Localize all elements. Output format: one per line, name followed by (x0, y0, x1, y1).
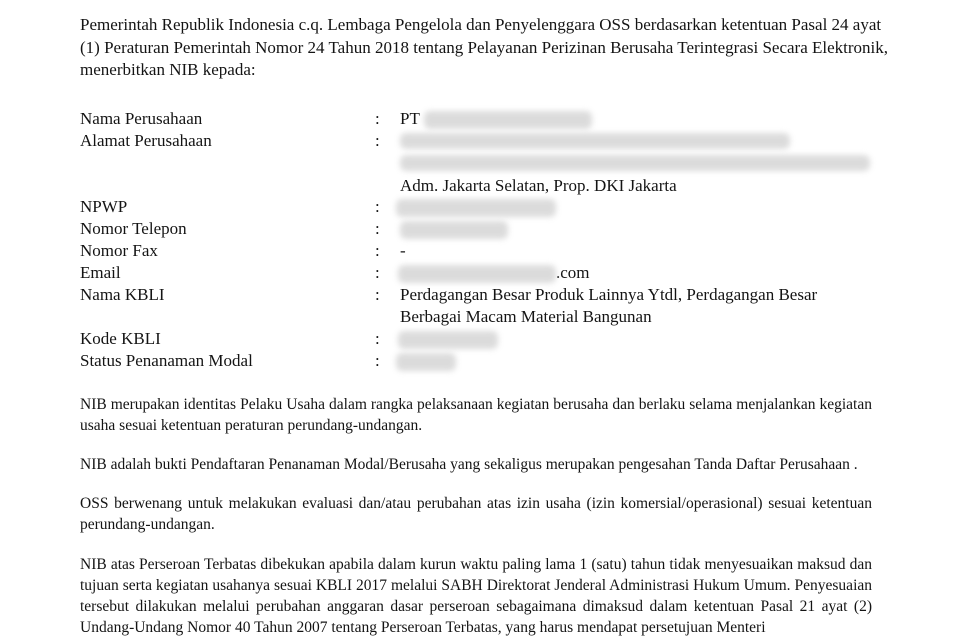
redacted-kbli-code (398, 331, 498, 349)
field-colon: : (375, 351, 380, 370)
field-value: - (400, 241, 406, 260)
paragraph-nib-identity: NIB merupakan identitas Pelaku Usaha dalam rangka pelaksanaan kegiatan berusaha dan berlaku selama menjalankan kegiatan usaha sesuai ketentuan peraturan perundang-undangan. (80, 396, 872, 434)
company-fields (80, 108, 900, 372)
paragraph-nib-proof: NIB adalah bukti Pendaftaran Penanaman Modal/Berusaha yang sekaligus merupakan pengesahan Tanda Daftar Perusahaan . (80, 456, 858, 473)
field-label: Nomor Telepon (80, 219, 187, 238)
field-label: Status Penanaman Modal (80, 351, 253, 370)
field-label: Nomor Fax (80, 241, 158, 260)
field-colon: : (375, 219, 380, 238)
company-prefix: PT (400, 109, 420, 128)
redacted-company-name (424, 111, 592, 129)
field-value (400, 218, 508, 240)
redacted-phone (400, 221, 508, 239)
paragraph-nib-freeze: NIB atas Perseroan Terbatas dibekukan apabila dalam kurun waktu paling lama 1 (satu) tahun tidak menyesuaikan maksud dan tujuan serta kegiatan usahanya sesuai KBLI 2017 melalui SABH Direktorat Jenderal Administrasi Hukum Umum. Penyesuaian tersebut dilakukan melalui perubahan anggaran dasar perseroan sebagaimana dimaksud dalam ketentuan Pasal 21 ayat (2) Undang-Undang Nomor 40 Tahun 2007 tentang Perseroan Terbatas, yang harus mendapat persetujuan Menteri (80, 556, 872, 636)
field-nomor-fax (80, 240, 900, 262)
field-colon: : (375, 241, 380, 260)
field-email (80, 262, 900, 284)
email-suffix: .com (556, 263, 590, 282)
field-alamat-perusahaan (80, 130, 900, 196)
field-colon: : (375, 263, 380, 282)
field-label: NPWP (80, 197, 128, 216)
field-status-penanaman-modal (80, 350, 900, 372)
redacted-email (398, 265, 556, 283)
field-kode-kbli (80, 328, 900, 350)
field-value (396, 350, 456, 372)
field-value: Perdagangan Besar Produk Lainnya Ytdl, Perdagangan Besar Berbagai Macam Material Bangunan (400, 285, 818, 326)
field-colon: : (375, 131, 380, 150)
field-label: Nama Perusahaan (80, 109, 203, 128)
field-label: Email (80, 263, 121, 282)
field-label: Alamat Perusahaan (80, 131, 212, 150)
field-label: Nama KBLI (80, 285, 165, 304)
field-npwp (80, 196, 900, 218)
intro-paragraph: Pemerintah Republik Indonesia c.q. Lembaga Pengelola dan Penyelenggara OSS berdasarkan ketentuan Pasal 24 ayat (1) Peraturan Pemerintah Nomor 24 Tahun 2018 tentang Pelayanan Perizinan Berusaha Terintegrasi Secara Elektronik, menerbitkan NIB kepada: (80, 15, 889, 79)
redacted-investment-status (396, 353, 456, 371)
field-value (396, 196, 556, 218)
field-value (400, 108, 592, 130)
field-value (400, 130, 870, 197)
field-nama-kbli (80, 284, 900, 328)
field-value (398, 262, 590, 284)
field-label: Kode KBLI (80, 329, 161, 348)
field-colon: : (375, 109, 380, 128)
field-colon: : (375, 197, 380, 216)
address-visible-line: Adm. Jakarta Selatan, Prop. DKI Jakarta (400, 176, 677, 195)
field-colon: : (375, 329, 380, 348)
field-nama-perusahaan (80, 108, 900, 130)
redacted-address-line-2 (400, 155, 870, 171)
redacted-npwp (396, 199, 556, 217)
field-value (398, 328, 498, 350)
field-colon: : (375, 285, 380, 304)
field-nomor-telepon (80, 218, 900, 240)
redacted-address-line-1 (400, 133, 790, 149)
paragraph-oss-authority: OSS berwenang untuk melakukan evaluasi dan/atau perubahan atas izin usaha (izin komersial/operasional) sesuai ketentuan perundang-undangan. (80, 495, 872, 533)
